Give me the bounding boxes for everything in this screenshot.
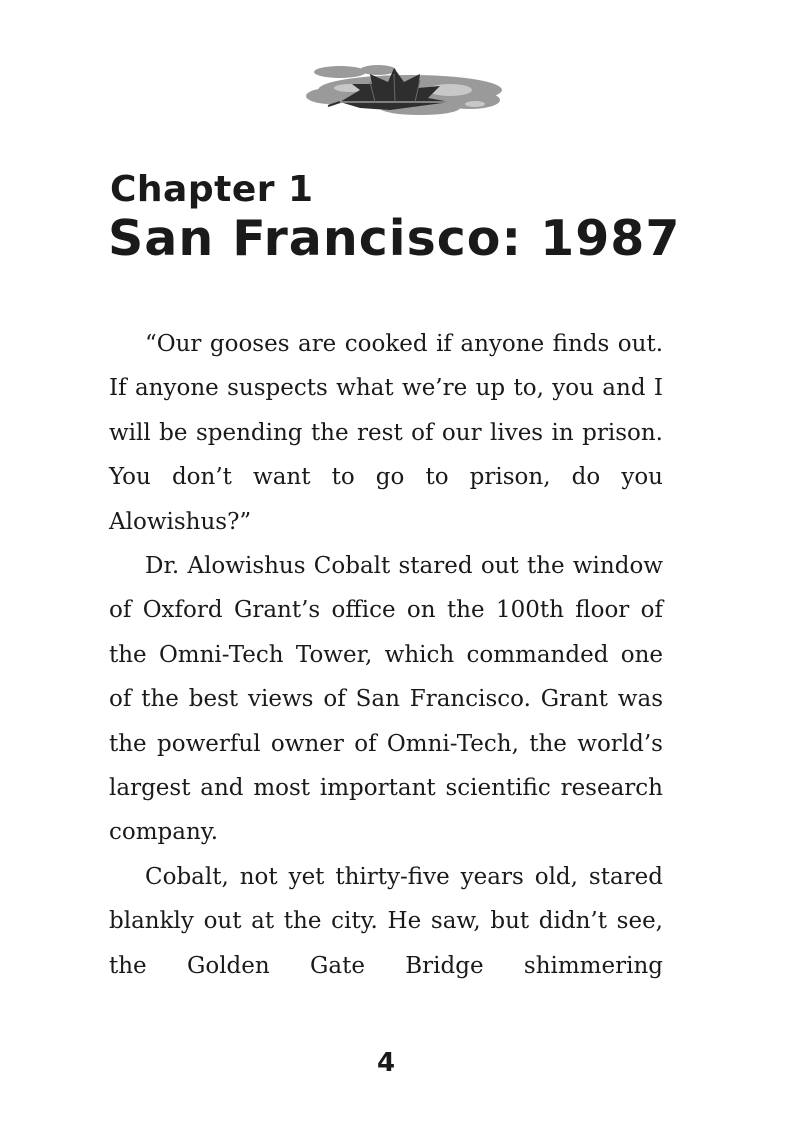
chapter-title: San Francisco: 1987 [108,210,681,267]
paragraph: Cobalt, not yet thirty-five years old, stared blankly out at the city. He saw, but didn’t see, the Golden Gate Bridge shimmering [109,863,663,979]
paragraph: “Our gooses are cooked if anyone finds out. If anyone suspects what we’re up to, you and I will be spending the rest of our lives in prison. You don’t want to go to prison, do you Alowishus?” [109,331,663,535]
leaf-in-puddle-icon [300,60,505,120]
body-text [109,322,663,988]
page-number: 4 [376,1048,396,1078]
paragraph: Dr. Alowishus Cobalt stared out the window of Oxford Grant’s office on the 100th floor of the Omni-Tech Tower, which commanded one of the best views of San Francisco. Grant was the powerful owner of Omni-Tech, the world’s largest and most important scientific research company. [109,553,663,846]
chapter-label: Chapter 1 [110,169,314,210]
